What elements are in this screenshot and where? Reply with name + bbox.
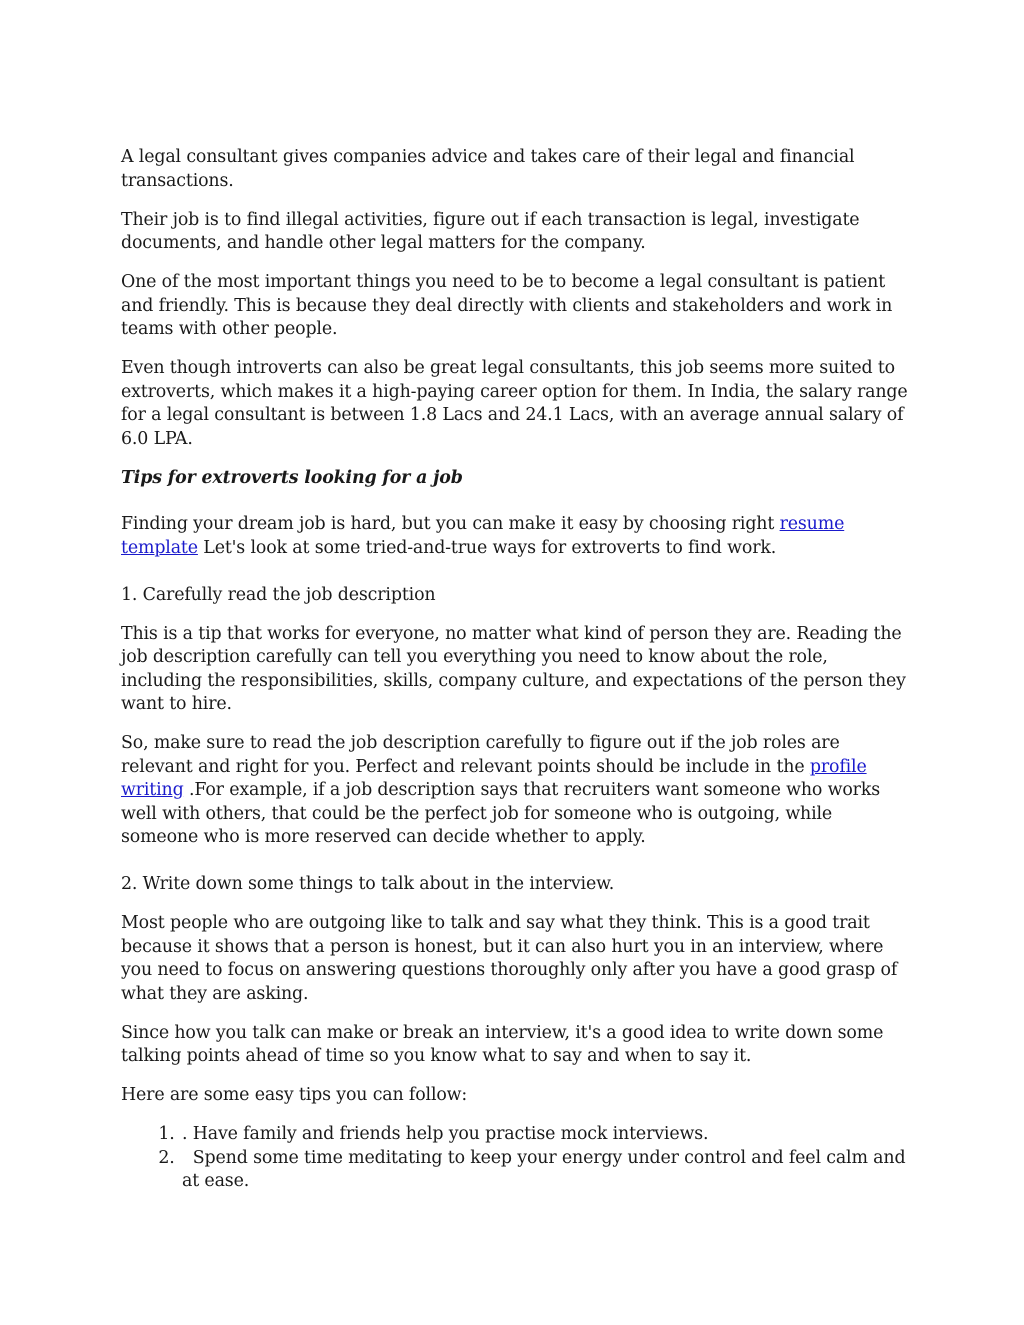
paragraph-salary: Even though introverts can also be great legal consultants, this job seems more suited to extroverts, which makes it a high-paying career option for them. In India, the salary range for a legal consultant is between 1.8 Lacs and 24.1 Lacs, with an average annual salary of 6.0 LPA. [121, 358, 908, 449]
step-1-text-before: So, make sure to read the job description carefully to figure out if the job roles are relevant and right for you. Perfect and relevant points should be include in the [121, 733, 840, 777]
list-item: 1. . Have family and friends help you practise mock interviews. [180, 1123, 911, 1147]
list-item: 2. Spend some time meditating to keep your energy under control and feel calm and at ease. [180, 1147, 911, 1194]
section-heading: Tips for extroverts looking for a job [121, 467, 463, 488]
step-1-paragraph-2 [121, 732, 911, 850]
paragraph-job-duties: Their job is to find illegal activities, figure out if each transaction is legal, investigate documents, and handle other legal matters for the company. [121, 209, 860, 253]
step-2-title: 2. Write down some things to talk about in the interview. [121, 874, 615, 894]
step-2-paragraph-2: Since how you talk can make or break an interview, it's a good idea to write down some talking points ahead of time so you know what to say and when to say it. [121, 1022, 884, 1066]
step-2-paragraph-3: Here are some easy tips you can follow: [121, 1085, 468, 1105]
profile-writing-link[interactable]: profile writing [121, 756, 867, 800]
paragraph-intro-definition: A legal consultant gives companies advice and takes care of their legal and financial transactions. [121, 147, 855, 191]
intro-text-after: Let's look at some tried-and-true ways for extroverts to find work. [197, 537, 777, 558]
step-1-title: 1. Carefully read the job description [121, 584, 436, 605]
resume-template-link[interactable]: resume template [121, 514, 845, 558]
step-1-text-after: .For example, if a job description says that recruiters want someone who works well with others, that could be the perfect job for someone who is outgoing, while someone who is more reserved can decide whether to apply. [121, 780, 880, 847]
paragraph-resume-template [121, 513, 911, 560]
tips-list [121, 1123, 911, 1194]
document-page [121, 146, 911, 1194]
paragraph-qualities: One of the most important things you need to be to become a legal consultant is patient and friendly. This is because they deal directly with clients and stakeholders and work in teams with other people. [121, 272, 893, 339]
step-2-paragraph-1: Most people who are outgoing like to talk and say what they think. This is a good trait because it shows that a person is honest, but it can also hurt you in an interview, where you need to focus on answering questions thoroughly only after you have a good grasp of what they are asking. [121, 913, 898, 1004]
step-1-paragraph-1: This is a tip that works for everyone, no matter what kind of person they are. Reading the job description carefully can tell you everything you need to know about the role, including the responsibilities, skills, company culture, and expectations of the person they want to hire. [121, 623, 906, 714]
intro-text-before: Finding your dream job is hard, but you can make it easy by choosing right [121, 514, 780, 534]
